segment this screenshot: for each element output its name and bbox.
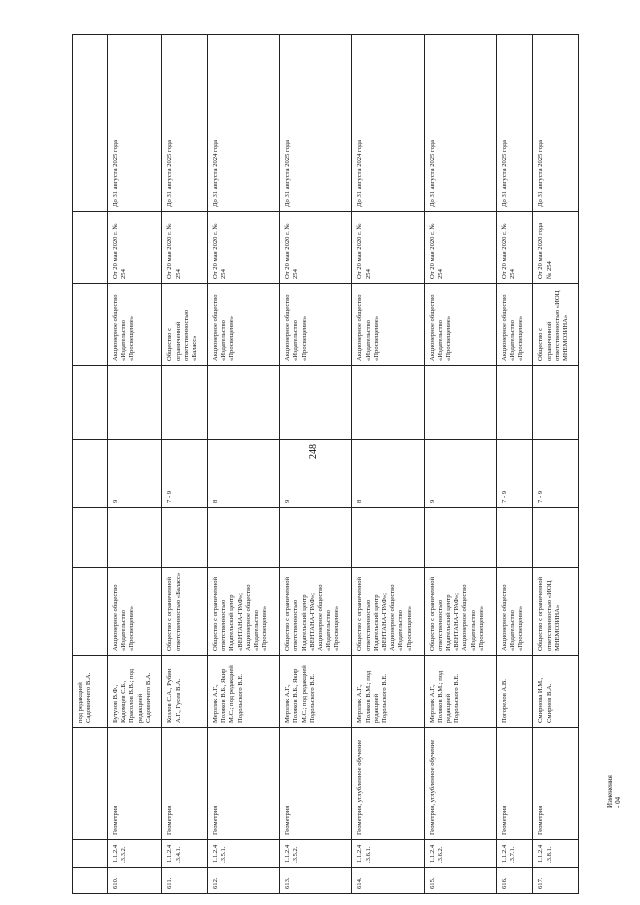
row-number-cell: 611. (162, 868, 207, 894)
subject-cell: Геометрия (496, 728, 533, 840)
empty-cell (496, 508, 533, 568)
deadline-cell: До 31 августа 2024 года (352, 35, 424, 212)
order-cell: От 20 мая 2020 года № 254 (533, 212, 579, 284)
subject-cell: Геометрия (162, 728, 207, 840)
authors-cell: Мерзляк А.Г., Поляков В.Б., Якир М.С.; под редакцией Подольского В.Е. (207, 656, 279, 728)
row-code-cell: 1.1.2.4.3.4.1. (162, 840, 207, 868)
order-cell: От 20 мая 2020 г. № 254 (207, 212, 279, 284)
table-row (352, 35, 424, 894)
subject-cell: Геометрия (280, 728, 352, 840)
deadline-cell: До 31 августа 2025 года (162, 35, 207, 212)
row-number-cell: 612. (207, 868, 279, 894)
publisher-cell: Общество с ограниченной ответственностью Издательский центр «ВЕНТАНА-ГРАФ»; Акционерное общество «Издательство «Просвещение» (207, 568, 279, 656)
publisher-cell: Общество с ограниченной ответственностью Издательский центр «ВЕНТАНА-ГРАФ»; Акционерное общество «Издательство «Просвещение» (280, 568, 352, 656)
page-number: 248 (308, 444, 319, 459)
deadline-cell: До 31 августа 2025 года (280, 35, 352, 212)
subject-cell: Геометрия, углубленное обучение (424, 728, 496, 840)
order-cell: От 20 мая 2020 г. № 254 (162, 212, 207, 284)
empty-cell (424, 366, 496, 440)
row-code-cell: 1.1.2.4.3.7.1. (496, 840, 533, 868)
row-number-cell: 613. (280, 868, 352, 894)
row-number-cell: 616. (496, 868, 533, 894)
publisher-new-cell: Акционерное общество «Издательство «Просвещение» (280, 284, 352, 366)
grade-cell: 9 (108, 440, 162, 508)
row-code-cell: 1.1.2.4.3.6.1. (352, 840, 424, 868)
publisher-cell: Общество с ограниченной ответственностью Издательский центр «ВЕНТАНА-ГРАФ»; Акционерное общество «Издательство «Просвещение» (424, 568, 496, 656)
authors-cell: Козлов С.А., Рубин А.Г., Гусев В.А. (162, 656, 207, 728)
row-code-cell: 1.1.2.4.3.8.1. (533, 840, 579, 868)
row-code-cell: 1.1.2.4.3.5.2. (280, 840, 352, 868)
empty-cell (424, 508, 496, 568)
deadline-cell: До 31 августа 2025 года (533, 35, 579, 212)
grade-cell: 7 - 9 (533, 440, 579, 508)
publisher-cell: Акционерное общество «Издательство «Просвещение» (108, 568, 162, 656)
table-row (162, 35, 207, 894)
empty-cell (533, 508, 579, 568)
empty-cell (352, 508, 424, 568)
publisher-cell: Акционерное общество «Издательство «Просвещение» (496, 568, 533, 656)
publisher-new-cell: Общество с ограниченной ответственностью «Баласс» (162, 284, 207, 366)
empty-cell (280, 366, 352, 440)
empty-cell (108, 366, 162, 440)
table-row (108, 35, 162, 894)
publisher-new-cell: Общество с ограниченной ответственностью «ИОЦ МНЕМОЗИНА» (533, 284, 579, 366)
grade-cell: 8 (207, 440, 279, 508)
authors-cell: Мерзляк А.Г., Поляков В.Б., Якир М.С.; под редакцией Подольского В.Е. (280, 656, 352, 728)
deadline-cell: До 31 августа 2024 года (207, 35, 279, 212)
row-number-cell: 614. (352, 868, 424, 894)
table-row (424, 35, 496, 894)
empty-cell (352, 366, 424, 440)
order-cell: От 20 мая 2020 г. № 254 (496, 212, 533, 284)
row-number-cell: 615. (424, 868, 496, 894)
table-row (496, 35, 533, 894)
table-row (207, 35, 279, 894)
grade-cell: 7 - 9 (162, 440, 207, 508)
order-cell: От 20 мая 2020 г. № 254 (280, 212, 352, 284)
row-code-cell: 1.1.2.4.3.5.1. (207, 840, 279, 868)
continuation-row (73, 35, 108, 894)
authors-cell: Смирнова И.М., Смирнов В.А. (533, 656, 579, 728)
empty-cell (496, 366, 533, 440)
order-cell: От 20 мая 2020 г. № 254 (424, 212, 496, 284)
row-number-cell: 610. (108, 868, 162, 894)
row-number-cell: 617. (533, 868, 579, 894)
grade-cell: 8 (352, 440, 424, 508)
textbook-table-rotated (72, 34, 579, 894)
empty-cell (108, 508, 162, 568)
deadline-cell: До 31 августа 2025 года (108, 35, 162, 212)
empty-cell (207, 366, 279, 440)
row-code-cell: 1.1.2.4.3.6.2. (424, 840, 496, 868)
order-cell: От 20 мая 2020 г. № 254 (108, 212, 162, 284)
subject-cell: Геометрия (108, 728, 162, 840)
authors-cell: Бутузов В.Ф., Кадомцев С.Б., Прасолов В.В.; под редакцией Садовничего В.А. (108, 656, 162, 728)
publisher-new-cell: Акционерное общество «Издательство «Просвещение» (108, 284, 162, 366)
empty-cell (280, 508, 352, 568)
publisher-new-cell: Акционерное общество «Издательство «Просвещение» (352, 284, 424, 366)
grade-cell: 9 (280, 440, 352, 508)
empty-cell (162, 508, 207, 568)
grade-cell: 7 - 9 (496, 440, 533, 508)
empty-cell (162, 366, 207, 440)
authors-cell: Мерзляк А.Г., Поляков В.М.; под редакцией Подольского В.Е. (424, 656, 496, 728)
footer-note: Изменения - 04 (606, 775, 622, 808)
authors-cell: Мерзляк А.Г., Поляков В.М.; под редакцией Подольского В.Е. (352, 656, 424, 728)
subject-cell: Геометрия, углубленное обучение (352, 728, 424, 840)
subject-cell: Геометрия (207, 728, 279, 840)
empty-cell (533, 366, 579, 440)
grade-cell: 9 (424, 440, 496, 508)
deadline-cell: До 31 августа 2025 года (496, 35, 533, 212)
publisher-cell: Общество с ограниченной ответственностью «Баласс» (162, 568, 207, 656)
publisher-cell: Общество с ограниченной ответственностью «ИОЦ МНЕМОЗИНА» (533, 568, 579, 656)
table-row (533, 35, 579, 894)
publisher-new-cell: Акционерное общество «Издательство «Просвещение» (496, 284, 533, 366)
publisher-cell: Общество с ограниченной ответственностью Издательский центр «ВЕНТАНА-ГРАФ»; Акционерное общество «Издательство «Просвещение» (352, 568, 424, 656)
order-cell: От 20 мая 2020 г. № 254 (352, 212, 424, 284)
empty-cell (207, 508, 279, 568)
deadline-cell: До 31 августа 2025 года (424, 35, 496, 212)
subject-cell: Геометрия (533, 728, 579, 840)
row-code-cell: 1.1.2.4.3.3.2. (108, 840, 162, 868)
publisher-new-cell: Акционерное общество «Издательство «Просвещение» (207, 284, 279, 366)
authors-cell: Погорелов А.В. (496, 656, 533, 728)
textbook-table (72, 34, 579, 894)
continuation-author-cell: под редакцией Садовничего В.А. (73, 656, 108, 728)
publisher-new-cell: Акционерное общество «Издательство «Просвещение» (424, 284, 496, 366)
table-row (280, 35, 352, 894)
